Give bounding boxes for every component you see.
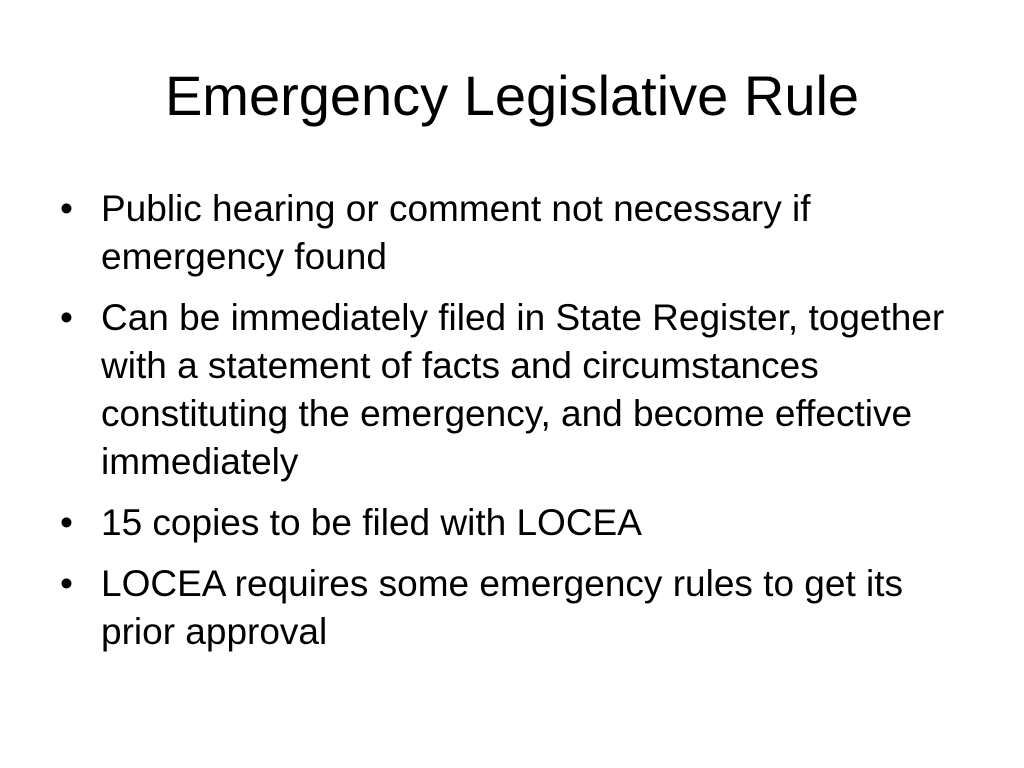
bullet-text: Can be immediately filed in State Register, together with a statement of facts and circumstances constituting the emergency, and become effective immediately [101,297,945,482]
bullet-text: 15 copies to be filed with LOCEA [101,502,642,543]
bullet-item-2 [56,294,976,486]
bullet-item-4 [56,560,976,656]
bullet-dot-icon: • [60,563,73,604]
bullet-dot-icon: • [60,297,73,338]
bullet-text: Public hearing or comment not necessary if emergency found [101,188,811,277]
bullet-item-1 [56,185,976,281]
slide-title: Emergency Legislative Rule [164,64,860,127]
bullet-dot-icon: • [60,188,73,229]
bullet-dot-icon: • [60,502,73,543]
bullet-text: LOCEA requires some emergency rules to get its prior approval [101,563,904,652]
bullet-list [56,185,976,669]
bullet-item-3 [56,499,976,547]
